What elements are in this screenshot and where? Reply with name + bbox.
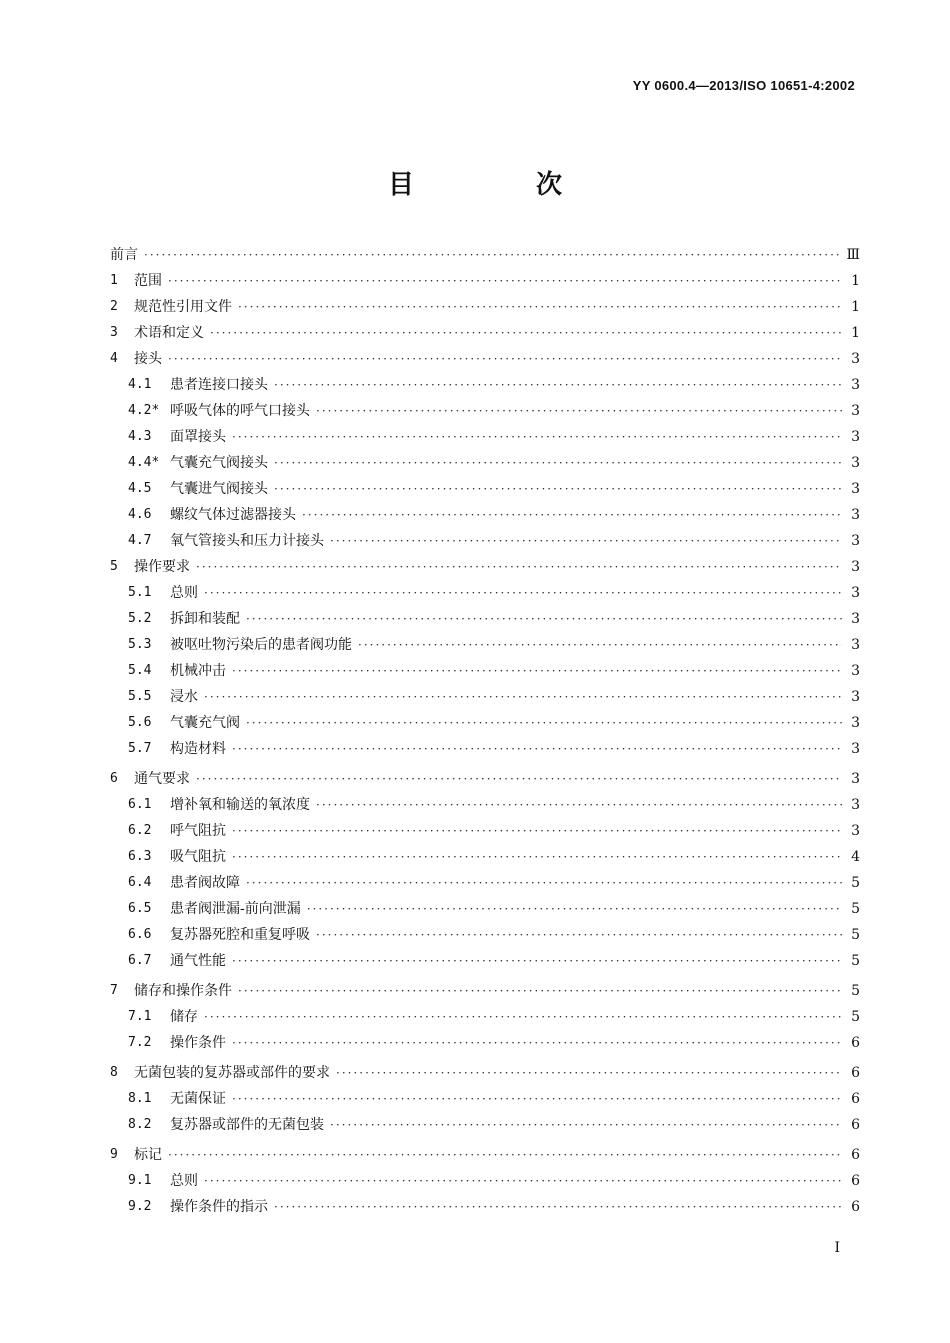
toc-entry-number: 5.2 (128, 611, 152, 626)
toc-entry[interactable] (110, 1004, 860, 1030)
toc-entry-page: 6 (851, 1173, 860, 1189)
toc-entry-page: 3 (851, 351, 860, 367)
toc-entry-label: 氧气管接头和压力计接头 (170, 533, 324, 549)
toc-entry-number: 6.5 (128, 901, 152, 916)
toc-entry-label: 总则 (170, 1173, 198, 1189)
dot-leader (168, 346, 842, 372)
standard-code: YY 0600.4—2013/ISO 10651-4:2002 (632, 78, 855, 93)
dot-leader (316, 792, 842, 818)
toc-entry-label: 操作条件的指示 (170, 1199, 268, 1215)
toc-entry-label: 患者连接口接头 (170, 377, 268, 393)
toc-entry-number: 4 (110, 351, 118, 366)
toc-entry-number: 8.1 (128, 1091, 152, 1106)
toc-entry-label: 螺纹气体过滤器接头 (170, 507, 296, 523)
toc-entry-page: 6 (851, 1117, 860, 1133)
toc-entry[interactable] (110, 450, 860, 476)
dot-leader (204, 1168, 842, 1194)
dot-leader (316, 398, 842, 424)
toc-entry-label: 增补氧和输送的氧浓度 (170, 797, 310, 813)
dot-leader (358, 632, 842, 658)
dot-leader (232, 1086, 842, 1112)
toc-entry-number: 6 (110, 771, 118, 786)
toc-entry-label: 复苏器或部件的无菌包装 (170, 1117, 324, 1133)
toc-entry-label: 浸水 (170, 689, 198, 705)
toc-entry-label: 总则 (170, 585, 198, 601)
dot-leader (307, 896, 842, 922)
toc-entry-page: 5 (851, 901, 860, 917)
dot-leader (204, 1004, 842, 1030)
toc-entry-number: 4.2* (128, 403, 160, 418)
table-of-contents (110, 242, 860, 1220)
toc-entry-number: 7.2 (128, 1035, 152, 1050)
toc-entry-number: 6.6 (128, 927, 152, 942)
toc-entry-page: 5 (851, 953, 860, 969)
toc-entry-label: 呼吸气体的呼气口接头 (170, 403, 310, 419)
dot-leader (232, 818, 842, 844)
toc-entry[interactable] (110, 818, 860, 844)
toc-entry[interactable] (110, 766, 860, 792)
toc-entry-page: 3 (851, 797, 860, 813)
toc-entry-page: 5 (851, 875, 860, 891)
toc-entry-page: 1 (851, 325, 860, 341)
toc-entry[interactable] (110, 1086, 860, 1112)
toc-entry-label: 气囊进气阀接头 (170, 481, 268, 497)
toc-entry-number: 5.1 (128, 585, 152, 600)
dot-leader (246, 710, 842, 736)
toc-entry-number: 4.3 (128, 429, 152, 444)
toc-entry-page: 3 (851, 637, 860, 653)
toc-entry-page: 6 (851, 1199, 860, 1215)
dot-leader (274, 476, 842, 502)
toc-entry-label: 患者阀故障 (170, 875, 240, 891)
toc-entry-number: 9.1 (128, 1173, 152, 1188)
toc-entry-number: 7 (110, 983, 118, 998)
toc-entry-page: 1 (851, 273, 860, 289)
toc-entry[interactable] (110, 896, 860, 922)
toc-entry[interactable] (110, 398, 860, 424)
toc-entry-number: 6.2 (128, 823, 152, 838)
toc-entry-page: 6 (851, 1091, 860, 1107)
toc-entry-number: 4.1 (128, 377, 152, 392)
dot-leader (144, 242, 840, 268)
toc-entry-page: 3 (851, 481, 860, 497)
toc-entry-label: 面罩接头 (170, 429, 226, 445)
toc-entry-label: 被呕吐物污染后的患者阀功能 (170, 637, 352, 653)
toc-entry-label: 呼气阻抗 (170, 823, 226, 839)
toc-entry-label: 通气性能 (170, 953, 226, 969)
toc-entry-page: 5 (851, 927, 860, 943)
toc-entry-page: 1 (851, 299, 860, 315)
toc-entry-number: 4.7 (128, 533, 152, 548)
toc-entry-number: 5.7 (128, 741, 152, 756)
toc-entry[interactable] (110, 242, 860, 268)
toc-entry[interactable] (110, 710, 860, 736)
toc-entry-label: 气囊充气阀接头 (170, 455, 268, 471)
toc-entry[interactable] (110, 684, 860, 710)
dot-leader (274, 372, 842, 398)
toc-entry-number: 5.4 (128, 663, 152, 678)
toc-entry-page: 3 (851, 559, 860, 575)
toc-entry-label: 无菌保证 (170, 1091, 226, 1107)
dot-leader (204, 684, 842, 710)
toc-entry[interactable] (110, 658, 860, 684)
toc-entry-label: 构造材料 (170, 741, 226, 757)
toc-entry-number: 8.2 (128, 1117, 152, 1132)
toc-entry-page: 3 (851, 741, 860, 757)
toc-entry-page: 3 (851, 403, 860, 419)
dot-leader (330, 1112, 842, 1138)
dot-leader (336, 1060, 842, 1086)
toc-entry[interactable] (110, 736, 860, 762)
toc-entry[interactable] (110, 978, 860, 1004)
toc-entry-number: 5.3 (128, 637, 152, 652)
toc-entry[interactable] (110, 1168, 860, 1194)
toc-entry[interactable] (110, 870, 860, 896)
toc-entry-page: 4 (851, 849, 860, 865)
toc-entry[interactable] (110, 1142, 860, 1168)
toc-entry[interactable] (110, 476, 860, 502)
toc-entry-label: 操作要求 (134, 559, 190, 575)
toc-entry-page: 6 (851, 1035, 860, 1051)
dot-leader (210, 320, 842, 346)
toc-entry-page: 5 (851, 983, 860, 999)
toc-entry-label: 前言 (110, 247, 138, 263)
toc-entry[interactable] (110, 922, 860, 948)
dot-leader (168, 268, 842, 294)
toc-entry-page: 3 (851, 429, 860, 445)
dot-leader (204, 580, 842, 606)
toc-entry-page: 3 (851, 771, 860, 787)
dot-leader (316, 922, 842, 948)
toc-entry-page: 6 (851, 1147, 860, 1163)
toc-entry-number: 5.6 (128, 715, 152, 730)
toc-entry[interactable] (110, 1194, 860, 1220)
toc-entry-label: 规范性引用文件 (134, 299, 232, 315)
toc-entry-page: 6 (851, 1065, 860, 1081)
toc-entry-number: 6.1 (128, 797, 152, 812)
toc-entry-page: 3 (851, 611, 860, 627)
toc-entry-number: 5 (110, 559, 118, 574)
toc-entry[interactable] (110, 424, 860, 450)
dot-leader (196, 554, 842, 580)
dot-leader (246, 606, 842, 632)
toc-entry-label: 复苏器死腔和重复呼吸 (170, 927, 310, 943)
toc-entry[interactable] (110, 948, 860, 974)
toc-entry-number: 8 (110, 1065, 118, 1080)
dot-leader (274, 450, 842, 476)
toc-entry[interactable] (110, 346, 860, 372)
toc-entry-number: 3 (110, 325, 118, 340)
dot-leader (232, 658, 842, 684)
toc-entry[interactable] (110, 268, 860, 294)
dot-leader (168, 1142, 842, 1168)
toc-entry-page: Ⅲ (846, 247, 860, 263)
dot-leader (196, 766, 842, 792)
toc-entry-number: 4.6 (128, 507, 152, 522)
dot-leader (302, 502, 842, 528)
toc-entry-page: 3 (851, 507, 860, 523)
toc-entry-label: 术语和定义 (134, 325, 204, 341)
toc-entry-number: 5.5 (128, 689, 152, 704)
dot-leader (232, 1030, 842, 1056)
dot-leader (232, 424, 842, 450)
toc-entry-label: 机械冲击 (170, 663, 226, 679)
toc-entry[interactable] (110, 606, 860, 632)
toc-entry-label: 吸气阻抗 (170, 849, 226, 865)
toc-entry-label: 气囊充气阀 (170, 715, 240, 731)
dot-leader (232, 948, 842, 974)
toc-entry[interactable] (110, 632, 860, 658)
toc-entry-label: 通气要求 (134, 771, 190, 787)
toc-entry[interactable] (110, 1030, 860, 1056)
page-number: I (834, 1240, 840, 1256)
toc-entry-label: 储存和操作条件 (134, 983, 232, 999)
toc-entry[interactable] (110, 372, 860, 398)
toc-entry[interactable] (110, 792, 860, 818)
toc-entry[interactable] (110, 294, 860, 320)
toc-entry-page: 3 (851, 377, 860, 393)
toc-entry-number: 7.1 (128, 1009, 152, 1024)
toc-entry-number: 1 (110, 273, 118, 288)
toc-entry[interactable] (110, 1112, 860, 1138)
dot-leader (232, 736, 842, 762)
toc-entry-page: 3 (851, 585, 860, 601)
toc-entry-label: 无菌包装的复苏器或部件的要求 (134, 1065, 330, 1081)
dot-leader (238, 294, 842, 320)
toc-entry-number: 2 (110, 299, 118, 314)
dot-leader (232, 844, 842, 870)
dot-leader (246, 870, 842, 896)
toc-entry-number: 4.4* (128, 455, 160, 470)
toc-entry-page: 5 (851, 1009, 860, 1025)
toc-entry-label: 操作条件 (170, 1035, 226, 1051)
toc-entry-page: 3 (851, 715, 860, 731)
toc-entry-label: 患者阀泄漏-前向泄漏 (170, 901, 301, 917)
toc-title: 目 次 (387, 170, 610, 200)
toc-entry[interactable] (110, 528, 860, 554)
toc-entry-number: 6.7 (128, 953, 152, 968)
toc-entry-label: 范围 (134, 273, 162, 289)
toc-entry-page: 3 (851, 455, 860, 471)
toc-entry-label: 储存 (170, 1009, 198, 1025)
toc-entry[interactable] (110, 554, 860, 580)
toc-entry-page: 3 (851, 689, 860, 705)
toc-entry-label: 接头 (134, 351, 162, 367)
toc-entry[interactable] (110, 844, 860, 870)
toc-entry-page: 3 (851, 823, 860, 839)
toc-entry-number: 9 (110, 1147, 118, 1162)
toc-entry[interactable] (110, 320, 860, 346)
toc-entry[interactable] (110, 580, 860, 606)
toc-entry-number: 6.4 (128, 875, 152, 890)
toc-entry[interactable] (110, 1060, 860, 1086)
toc-entry-page: 3 (851, 533, 860, 549)
dot-leader (330, 528, 842, 554)
toc-entry-number: 4.5 (128, 481, 152, 496)
toc-entry-label: 拆卸和装配 (170, 611, 240, 627)
toc-entry-page: 3 (851, 663, 860, 679)
toc-entry[interactable] (110, 502, 860, 528)
dot-leader (238, 978, 842, 1004)
toc-entry-number: 6.3 (128, 849, 152, 864)
dot-leader (274, 1194, 842, 1220)
toc-entry-label: 标记 (134, 1147, 162, 1163)
toc-entry-number: 9.2 (128, 1199, 152, 1214)
